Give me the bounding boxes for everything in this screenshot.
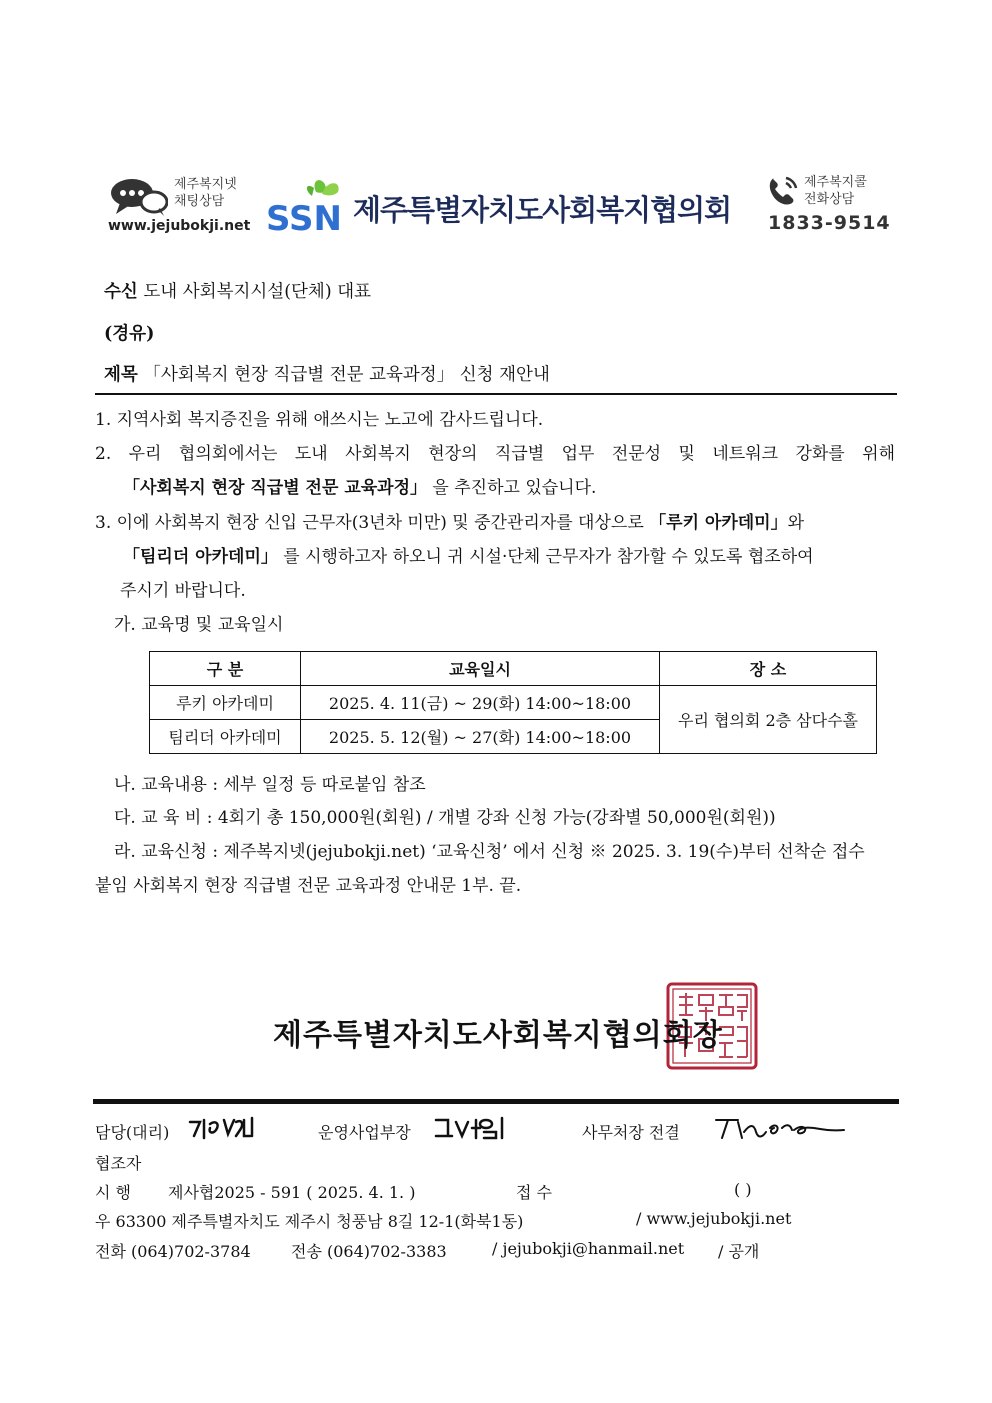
manager-label: 운영사업부장 — [318, 1123, 411, 1142]
row-1-name: 루키 아카데미 — [150, 686, 301, 720]
phone-number[interactable]: 1833-9514 — [768, 212, 891, 234]
paragraph-3-line2 — [123, 540, 895, 574]
attachment-line: 붙임 사회복지 현장 직급별 전문 교육과정 안내문 1부. 끝. — [95, 876, 522, 896]
schedule-table — [149, 651, 877, 754]
footer-divider — [93, 1099, 899, 1104]
program-title: 「사회복지 현장 직급별 전문 교육과정」 — [123, 478, 428, 498]
item-da: 다. 교 육 비 : 4회기 총 150,000원(회원) / 개별 강좌 신청 가능(강좌별 50,000원(회원)) — [114, 808, 776, 828]
paragraph-1: 1. 지역사회 복지증진을 위해 애쓰시는 노고에 감사드립니다. — [95, 410, 544, 430]
phone-label-line2: 전화상담 — [804, 192, 855, 207]
telephone: 전화 (064)702-3784 — [95, 1242, 251, 1261]
chat-label-line1: 제주복지넷 — [174, 177, 237, 192]
paragraph-2-line1: 2. 우리 협의회에서는 도내 사회복지 현장의 직급별 업무 전문성 및 네트워크 강화를 위해 — [95, 444, 895, 464]
phone-label-line1: 제주복지콜 — [804, 175, 867, 190]
recipient-row — [104, 278, 371, 303]
paragraph-3-line3: 주시기 바랍니다. — [120, 581, 246, 601]
disclosure: / 공개 — [718, 1242, 760, 1261]
sender-title: 제주특별자치도사회복지협의회장 — [273, 1018, 723, 1053]
rookie-academy-title: 「루키 아카데미」 — [649, 513, 788, 533]
receipt-label: 접 수 — [516, 1183, 552, 1202]
table-header-row — [150, 652, 877, 686]
org-title: 제주특별자치도사회복지협의회 — [353, 193, 732, 227]
recipient-label: 수신 — [104, 282, 138, 302]
header-category: 구 분 — [150, 652, 301, 686]
chat-consult-block[interactable] — [108, 170, 258, 240]
header-date: 교육일시 — [301, 652, 660, 686]
manager-signature — [432, 1112, 512, 1142]
execution-value: 제사협2025 - 591 ( 2025. 4. 1. ) — [168, 1183, 416, 1202]
subject-row — [104, 361, 550, 386]
execution-label: 시 행 — [95, 1183, 131, 1202]
item-ga: 가. 교육명 및 교육일시 — [114, 615, 284, 635]
paragraph-2-line2 — [123, 471, 895, 505]
footer-website[interactable]: / www.jejubokji.net — [636, 1209, 792, 1228]
cooperator-label: 협조자 — [95, 1154, 142, 1173]
recipient-value: 도내 사회복지시설(단체) 대표 — [143, 282, 372, 302]
phone-icon — [766, 174, 800, 208]
header-place: 장 소 — [660, 652, 877, 686]
via-label: (경유) — [104, 324, 155, 344]
place-cell: 우리 협의회 2층 삼다수홀 — [660, 686, 877, 754]
subject-divider — [95, 393, 897, 395]
fax: 전송 (064)702-3383 — [291, 1242, 447, 1261]
paragraph-3-conj: 와 — [787, 513, 805, 533]
table-row — [150, 686, 877, 720]
row-2-date: 2025. 5. 12(월) ~ 27(화) 14:00~18:00 — [301, 720, 660, 754]
row-1-date: 2025. 4. 11(금) ~ 29(화) 14:00~18:00 — [301, 686, 660, 720]
item-ra: 라. 교육신청 : 제주복지넷(jejubokji.net) ‘교육신청’ 에서 신청 ※ 2025. 3. 19(수)부터 선착순 접수 — [114, 842, 865, 862]
paragraph-2-tail: 을 추진하고 있습니다. — [432, 478, 597, 498]
subject-value: 「사회복지 현장 직급별 전문 교육과정」 신청 재안내 — [143, 365, 550, 385]
chat-label-line2: 채팅상담 — [174, 194, 225, 209]
ssn-logo — [266, 174, 356, 234]
staff-signature — [186, 1112, 266, 1142]
row-2-name: 팀리더 아카데미 — [150, 720, 301, 754]
staff-label: 담당(대리) — [95, 1123, 170, 1142]
ssn-logo-text: SSN — [266, 199, 342, 234]
chat-bubbles-icon — [110, 176, 168, 216]
website-link[interactable]: www.jejubokji.net — [108, 218, 251, 234]
email[interactable]: / jejubokji@hanmail.net — [492, 1239, 685, 1258]
paragraph-3-lead: 3. 이에 사회복지 현장 신입 근무자(3년차 미만) 및 중간관리자를 대상으로 — [95, 513, 650, 533]
paragraph-3-body: 를 시행하고자 하오니 귀 시설·단체 근무자가 참가할 수 있도록 협조하여 — [283, 547, 814, 567]
postal-address: 우 63300 제주특별자치도 제주시 청풍남 8길 12-1(화북1동) — [95, 1212, 524, 1231]
chief-signature — [712, 1114, 852, 1142]
chat-consult-label — [174, 176, 237, 210]
paragraph-3-line1 — [95, 506, 895, 540]
subject-label: 제목 — [104, 365, 138, 385]
letterhead — [108, 170, 891, 240]
item-na: 나. 교육내용 : 세부 일정 등 따로붙임 참조 — [114, 775, 426, 795]
receipt-value: ( ) — [734, 1180, 752, 1199]
chief-label: 사무처장 전결 — [582, 1123, 680, 1142]
team-leader-academy-title: 「팀리더 아카데미」 — [123, 547, 278, 567]
phone-consult-label — [804, 174, 867, 208]
phone-consult-block[interactable] — [764, 170, 894, 240]
